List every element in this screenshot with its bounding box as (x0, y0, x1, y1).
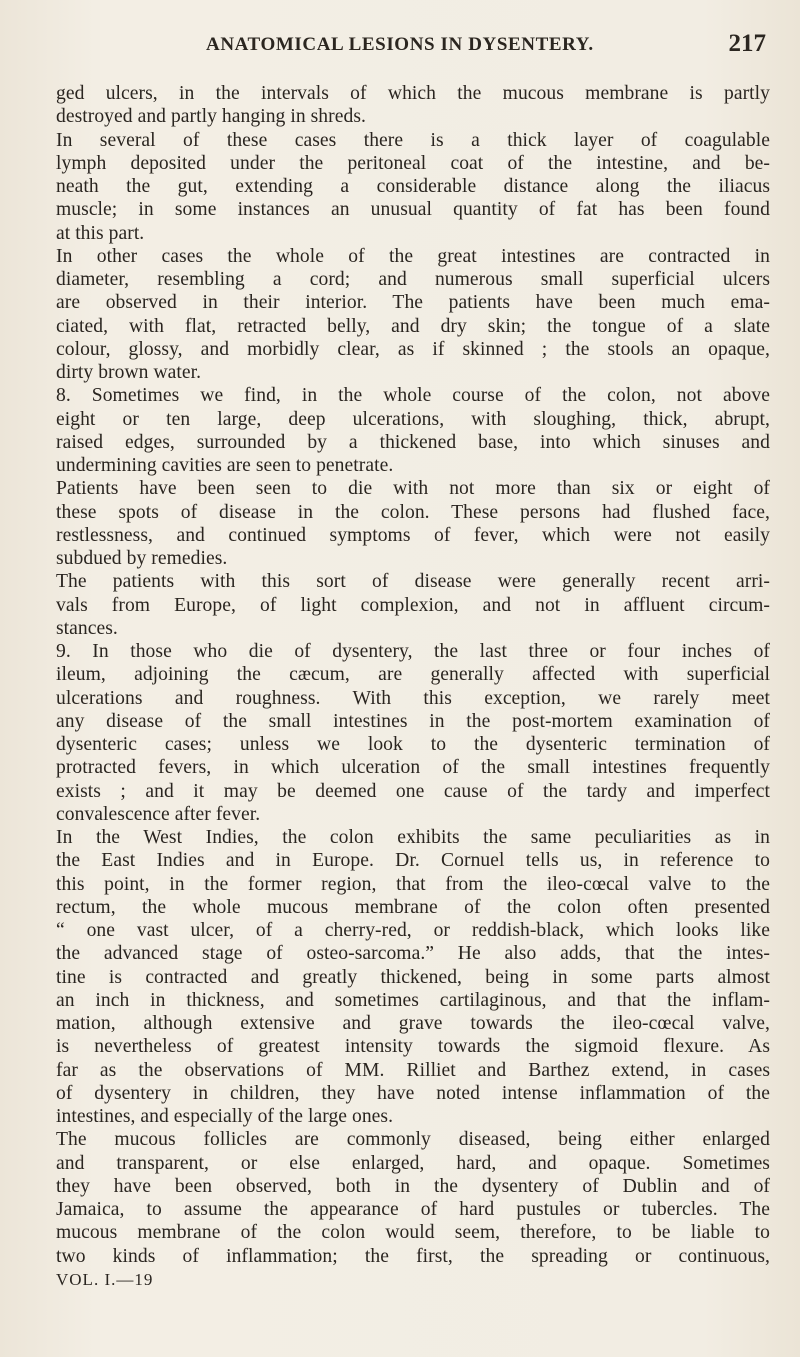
text-line: Patients have been seen to die with not more than six or eight of (56, 478, 770, 500)
text-line: rectum, the whole mucous membrane of the colon often presented (56, 896, 770, 918)
text-line: stances. (56, 617, 118, 639)
text-line: at this part. (56, 222, 145, 244)
text-line: Jamaica, to assume the appearance of hard pustules or tubercles. The (56, 1199, 770, 1220)
text-line: 8. Sometimes we find, in the whole course of the colon, not above (56, 385, 770, 407)
signature-mark: VOL. I.—19 (56, 1269, 154, 1289)
text-line: are observed in their interior. The patients have been much ema- (56, 292, 770, 314)
text-line: The patients with this sort of disease were generally recent arri- (56, 571, 770, 593)
body-text (56, 82, 770, 1291)
text-line: exists ; and it may be deemed one cause of the tardy and imperfect (56, 780, 770, 802)
text-line: of dysentery in children, they have noted intense inflammation of the (56, 1082, 770, 1104)
text-line: protracted fevers, in which ulceration of the small intestines frequently (56, 757, 770, 779)
text-line: destroyed and partly hanging in shreds. (56, 106, 366, 128)
text-line: 9. In those who die of dysentery, the last three or four inches of (56, 641, 770, 662)
text-line: and transparent, or else enlarged, hard, and opaque. Sometimes (56, 1152, 770, 1174)
text-line: these spots of disease in the colon. These persons had flushed face, (56, 501, 770, 523)
text-line: In other cases the whole of the great intestines are contracted in (56, 245, 770, 267)
text-line: In several of these cases there is a thick layer of coagulable (56, 129, 770, 151)
text-line: far as the observations of MM. Rilliet and Barthez extend, in cases (56, 1059, 770, 1081)
text-line: “ one vast ulcer, of a cherry-red, or reddish-black, which looks like (56, 920, 770, 941)
text-line: ulcerations and roughness. With this exception, we rarely meet (56, 687, 770, 709)
text-line: lymph deposited under the peritoneal coat of the intestine, and be- (56, 152, 770, 174)
text-line: In the West Indies, the colon exhibits the same peculiarities as in (56, 827, 770, 848)
text-line: colour, glossy, and morbidly clear, as if skinned ; the stools an opaque, (56, 338, 770, 360)
text-line: eight or ten large, deep ulcerations, with sloughing, thick, abrupt, (56, 408, 770, 430)
text-line: tine is contracted and greatly thickened, being in some parts almost (56, 966, 770, 988)
text-line: dysenteric cases; unless we look to the dysenteric termination of (56, 734, 770, 755)
text-line: muscle; in some instances an unusual quantity of fat has been found (56, 199, 770, 221)
text-line: any disease of the small intestines in the post-mortem examination of (56, 710, 770, 732)
text-line: convalescence after fever. (56, 803, 261, 825)
text-line: raised edges, surrounded by a thickened base, into which sinuses and (56, 431, 770, 453)
page-header (120, 30, 766, 64)
text-line: mation, although extensive and grave towards the ileo-cœcal valve, (56, 1013, 770, 1034)
text-line: The mucous follicles are commonly diseased, being either enlarged (56, 1129, 770, 1151)
text-line: undermining cavities are seen to penetrate. (56, 455, 394, 476)
text-line: vals from Europe, of light complexion, and not in affluent circum- (56, 594, 770, 616)
text-line: ileum, adjoining the cæcum, are generally affected with superficial (56, 664, 770, 686)
text-line: they have been observed, both in the dysentery of Dublin and of (56, 1175, 770, 1197)
text-line: this point, in the former region, that from the ileo-cœcal valve to the (56, 873, 770, 895)
text-line: ged ulcers, in the intervals of which the mucous membrane is partly (56, 83, 770, 104)
page-number: 217 (728, 30, 766, 57)
text-line: mucous membrane of the colon would seem, therefore, to be liable to (56, 1222, 770, 1244)
text-line: two kinds of inflammation; the first, the spreading or continuous, (56, 1245, 770, 1267)
text-line: restlessness, and continued symptoms of fever, which were not easily (56, 524, 770, 546)
text-line: is nevertheless of greatest intensity towards the sigmoid flexure. As (56, 1036, 770, 1058)
text-line: the advanced stage of osteo-sarcoma.” He also adds, that the intes- (56, 943, 770, 965)
text-line: the East Indies and in Europe. Dr. Cornuel tells us, in reference to (56, 850, 770, 872)
text-line: diameter, resembling a cord; and numerous small superficial ulcers (56, 269, 770, 290)
text-line: intestines, and especially of the large ones. (56, 1106, 394, 1127)
text-line: neath the gut, extending a considerable distance along the iliacus (56, 176, 770, 197)
text-line: subdued by remedies. (56, 548, 228, 569)
text-line: an inch in thickness, and sometimes cartilaginous, and that the inflam- (56, 989, 770, 1011)
running-head: ANATOMICAL LESIONS IN DYSENTERY. (206, 34, 594, 55)
text-line: dirty brown water. (56, 362, 202, 383)
text-line: ciated, with flat, retracted belly, and dry skin; the tongue of a slate (56, 315, 770, 337)
